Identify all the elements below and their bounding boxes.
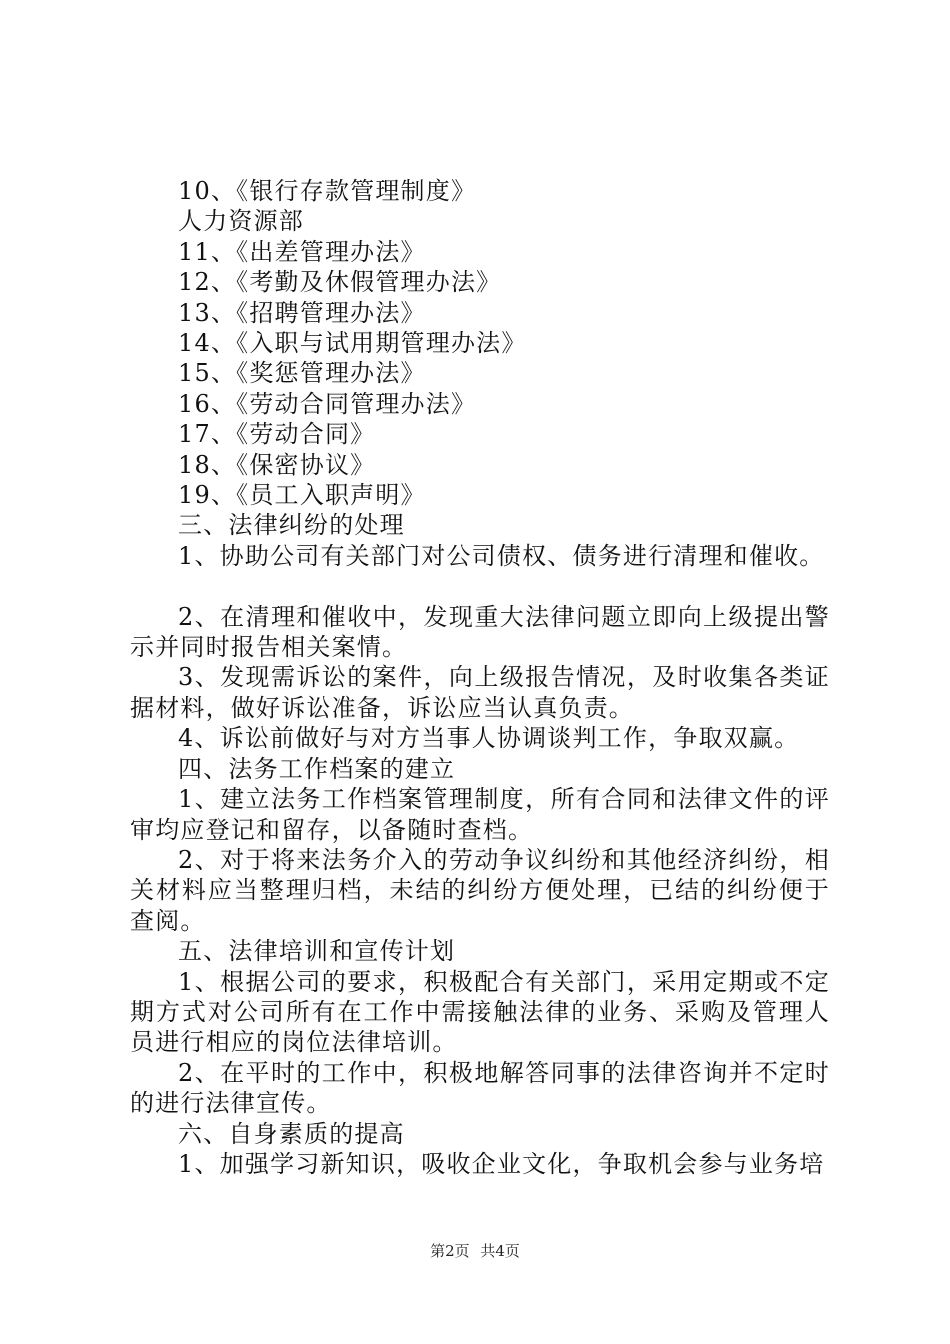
paragraph: 1、加强学习新知识，吸收企业文化，争取机会参与业务培 bbox=[178, 1149, 825, 1178]
text-line: 10、《银行存款管理制度》 bbox=[178, 177, 477, 205]
text-line: 11、《出差管理办法》 bbox=[178, 237, 426, 266]
paragraph: 2、在清理和催收中，发现重大法律问题立即向上级提出警示并同时报告相关案情。 bbox=[130, 602, 830, 662]
text-line: 五、法律培训和宣传计划 bbox=[178, 937, 456, 966]
text-line: 三、法律纠纷的处理 bbox=[178, 511, 405, 540]
text-line: 13、《招聘管理办法》 bbox=[178, 298, 426, 327]
paragraph: 2、对于将来法务介入的劳动争议纠纷和其他经济纠纷，相关材料应当整理归档，未结的纠纷方便处理，已结的纠纷便于查阅。 bbox=[130, 845, 830, 935]
document-body bbox=[130, 176, 830, 1179]
text-line: 人力资源部 bbox=[178, 207, 304, 236]
page-footer bbox=[0, 1240, 950, 1261]
text-line: 14、《入职与试用期管理办法》 bbox=[178, 329, 527, 358]
text-line: 19、《员工入职声明》 bbox=[178, 481, 426, 510]
text-line: 16、《劳动合同管理办法》 bbox=[178, 389, 477, 418]
text-line: 15、《奖惩管理办法》 bbox=[178, 359, 426, 388]
text-line: 17、《劳动合同》 bbox=[178, 420, 376, 449]
paragraph: 3、发现需诉讼的案件，向上级报告情况，及时收集各类证据材料，做好诉讼准备，诉讼应当认真负责。 bbox=[130, 663, 830, 722]
text-line: 六、自身素质的提高 bbox=[178, 1119, 405, 1148]
text-line: 12、《考勤及休假管理办法》 bbox=[178, 268, 502, 297]
text-line: 四、法务工作档案的建立 bbox=[178, 754, 456, 783]
paragraph: 1、根据公司的要求，积极配合有关部门，采用定期或不定期方式对公司所有在工作中需接触法律的业务、采购及管理人员进行相应的岗位法律培训。 bbox=[130, 967, 830, 1057]
text-line: 1、协助公司有关部门对公司债权、债务进行清理和催收。 bbox=[178, 541, 825, 570]
page-total: 共4页 bbox=[480, 1242, 520, 1260]
page-number: 第2页 bbox=[430, 1242, 470, 1260]
paragraph: 1、建立法务工作档案管理制度，所有合同和法律文件的评审均应登记和留存，以备随时查档。 bbox=[130, 785, 830, 844]
text-line: 18、《保密协议》 bbox=[178, 450, 376, 479]
paragraph: 4、诉讼前做好与对方当事人协调谈判工作，争取双赢。 bbox=[178, 724, 800, 753]
paragraph: 2、在平时的工作中，积极地解答同事的法律咨询并不定时的进行法律宣传。 bbox=[130, 1058, 830, 1118]
blank-line bbox=[130, 571, 830, 601]
